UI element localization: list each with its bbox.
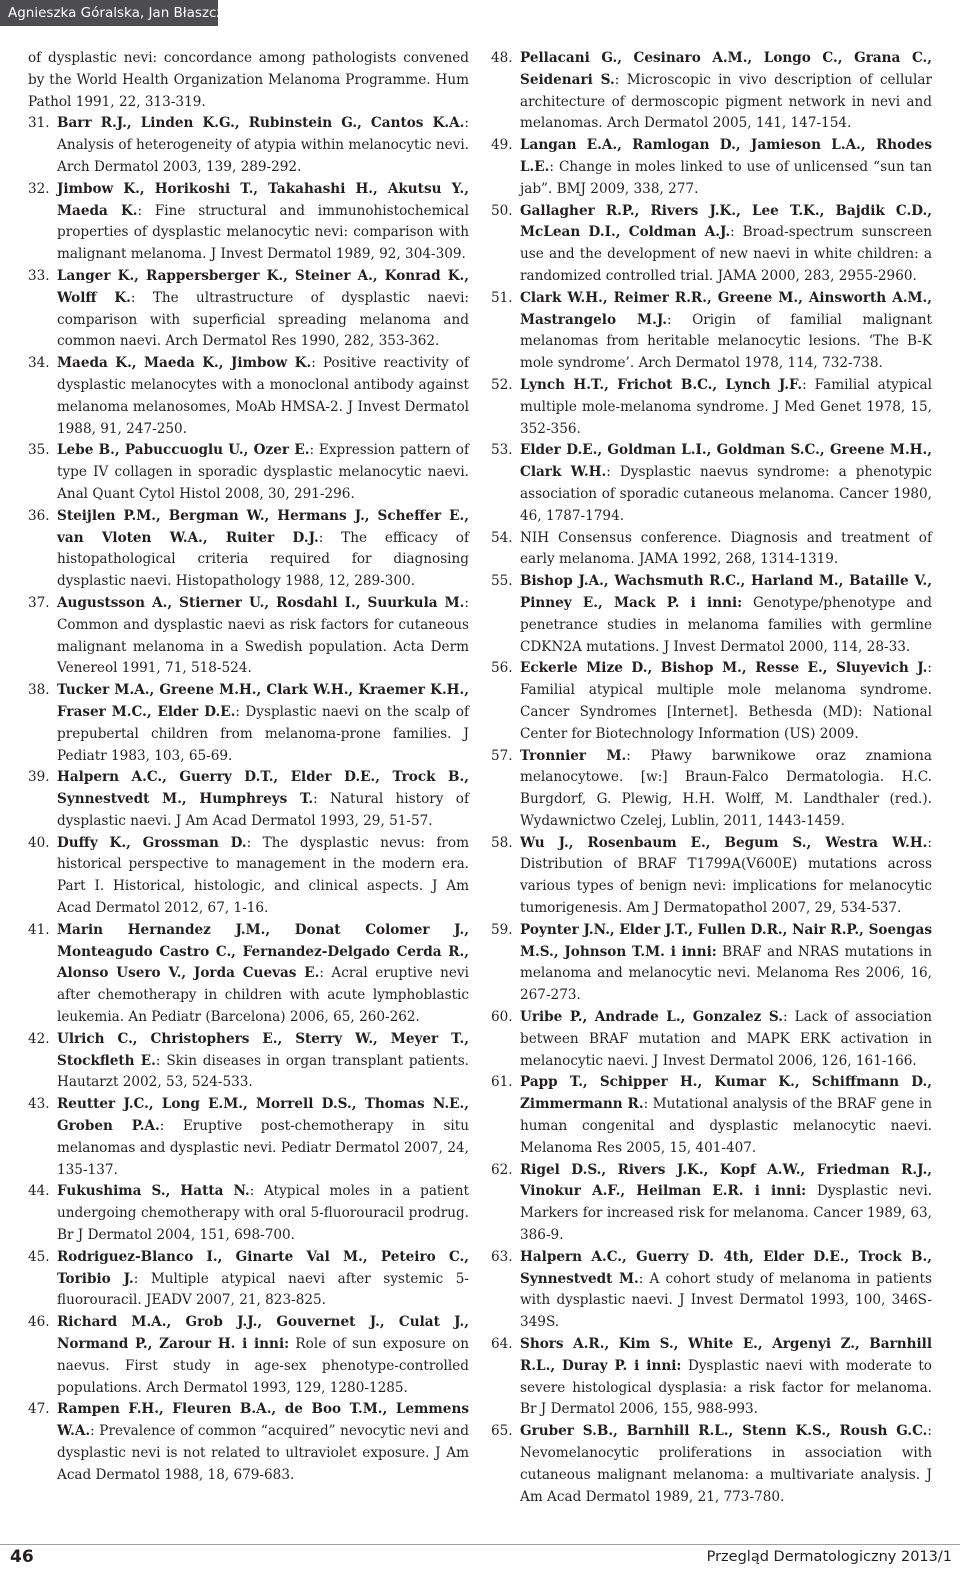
reference-entry: [491, 48, 932, 135]
reference-number: 54.: [491, 529, 513, 546]
reference-entry: [28, 266, 469, 353]
reference-authors: Reutter J.C., Long E.M., Morrell D.S., Thomas N.E., Groben P.A.: [57, 1096, 469, 1135]
reference-number: 44.: [28, 1183, 50, 1200]
reference-text: : Atypical moles in a patient undergoing chemotherapy with oral 5-fluorouracil prodrug. Br J Dermatol 2004, 151, 698-700.: [57, 1183, 469, 1244]
reference-entry: [491, 1421, 932, 1508]
reference-entry: [28, 920, 469, 1029]
reference-text: : Analysis of heterogeneity of atypia within melanocytic nevi. Arch Dermatol 2003, 139, 289-292.: [57, 115, 469, 175]
page-footer: [0, 1544, 960, 1569]
reference-authors: Jimbow K., Horikoshi T., Takahashi H., Akutsu Y., Maeda K.: [57, 180, 469, 219]
reference-authors: Lebe B., Pabuccuoglu U., Ozer E.: [57, 442, 310, 459]
reference-entry: [491, 135, 932, 200]
reference-entry: [491, 1160, 932, 1247]
reference-authors: Papp T., Schipper H., Kumar K., Schiffmann D., Zimmermann R.: [520, 1074, 932, 1113]
reference-number: 65.: [491, 1423, 513, 1440]
reference-text: : Microscopic in vivo description of cellular architecture of dermoscopic pigment network in nevi and melanomas. Arch Dermatol 2005, 141, 147-154.: [520, 71, 932, 132]
reference-authors: Halpern A.C., Guerry D. 4th, Elder D.E., Trock B., Synnestvedt M.: [520, 1248, 932, 1287]
references-right-column: [491, 48, 932, 1508]
reference-entry: [491, 920, 932, 1007]
reference-text: NIH Consensus conference. Diagnosis and treatment of early melanoma. JAMA 1992, 268, 1314-1319.: [520, 529, 932, 568]
reference-text: : A cohort study of melanoma in patients with dysplastic naevi. J Invest Dermatol 1993, 100, 346S-349S.: [520, 1270, 932, 1331]
reference-authors: Rigel D.S., Rivers J.K., Kopf A.W., Friedman R.J., Vinokur A.F., Heilman E.R. i inni:: [520, 1161, 932, 1200]
reference-authors: Bishop J.A., Wachsmuth R.C., Harland M., Bataille V., Pinney E., Mack P. i inni:: [520, 573, 932, 611]
reference-authors: Pellacani G., Cesinaro A.M., Longo C., Grana C., Seidenari S.: [520, 50, 932, 88]
reference-number: 49.: [491, 137, 513, 154]
reference-authors: Langan E.A., Ramlogan D., Jamieson L.A., Rhodes L.E.: [520, 137, 932, 175]
reference-text: : Acral eruptive nevi after chemotherapy in children with acute lymphoblastic leukemia. An Pediatr (Barcelona) 2006, 65, 260-262.: [57, 965, 469, 1026]
reference-number: 46.: [28, 1314, 50, 1331]
reference-number: 42.: [28, 1030, 50, 1047]
reference-number: 45.: [28, 1248, 50, 1265]
reference-number: 33.: [28, 267, 50, 284]
reference-authors: Wu J., Rosenbaum E., Begum S., Westra W.H.: [520, 834, 928, 851]
reference-number: 60.: [491, 1009, 513, 1026]
reference-authors: Barr R.J., Linden K.G., Rubinstein G., Cantos K.A.: [57, 115, 465, 132]
page-number: 46: [10, 1547, 34, 1567]
reference-text: : The ultrastructure of dysplastic naevi: comparison with superficial spreading melanoma and common naevi. Arch Dermatol Res 1990, 282, 353-362.: [57, 289, 469, 350]
journal-name: Przegląd Dermatologiczny 2013/1: [706, 1549, 952, 1565]
reference-number: 34.: [28, 355, 50, 372]
reference-text: : Common and dysplastic naevi as risk factors for cutaneous malignant melanoma in a Swedish population. Acta Derm Venereol 1991, 71, 518-524.: [57, 594, 469, 677]
reference-authors: Steijlen P.M., Bergman W., Hermans J., Scheffer E., van Vloten W.A., Ruiter D.J.: [57, 507, 469, 546]
reference-text: : Dysplastic naevus syndrome: a phenotypic association of sporadic cutaneous melanoma. Cancer 1980, 46, 1787-1794.: [520, 464, 932, 524]
reference-entry: [28, 1312, 469, 1399]
reference-text: of dysplastic nevi: concordance among pathologists convened by the World Health Organization Melanoma Programme. Hum Pathol 1991, 22, 313-319.: [28, 50, 469, 110]
reference-entry: [491, 528, 932, 572]
reference-number: 61.: [491, 1074, 513, 1091]
reference-entry: [491, 1247, 932, 1334]
reference-authors: Augustsson A., Stierner U., Rosdahl I., Suurkula M.: [57, 594, 465, 611]
reference-text: Role of sun exposure on naevus. First study in age-sex phenotype-controlled populations. Arch Dermatol 1993, 129, 1280-1285.: [57, 1336, 469, 1396]
reference-authors: Lynch H.T., Frichot B.C., Lynch J.F.: [520, 376, 803, 393]
reference-text: : Eruptive post-chemotherapy in situ melanomas and dysplastic nevi. Pediatr Dermatol 2007, 24, 135-137.: [57, 1118, 470, 1178]
reference-number: 32.: [28, 180, 50, 197]
reference-number: 40.: [28, 834, 50, 851]
reference-text: Genotype/phenotype and penetrance studies in melanoma families with germline CDKN2A mutations. J Invest Dermatol 2000, 114, 28-33.: [520, 594, 932, 655]
reference-entry: [28, 1094, 469, 1181]
reference-entry: [28, 440, 469, 505]
reference-number: 62.: [491, 1161, 513, 1178]
reference-number: 35.: [28, 442, 50, 459]
reference-text: : Prevalence of common “acquired” nevocytic nevi and dysplastic nevi is not related to ultraviolet exposure. J Am Acad Dermatol 1988, 18, 679-683.: [57, 1423, 469, 1483]
reference-authors: Uribe P., Andrade L., Gonzalez S.: [520, 1009, 783, 1026]
reference-authors: Maeda K., Maeda K., Jimbow K.: [57, 355, 312, 372]
reference-authors: Eckerle Mize D., Bishop M., Resse E., Sluyevich J.: [520, 660, 928, 677]
reference-entry: [28, 1247, 469, 1312]
reference-authors: Poynter J.N., Elder J.T., Fullen D.R., Nair R.P., Soengas M.S., Johnson T.M. i inni:: [520, 921, 932, 960]
reference-text: : The efficacy of histopathological criteria required for diagnosing dysplastic naevi. Histopathology 1988, 12, 289-300.: [57, 529, 469, 590]
reference-number: 57.: [491, 747, 513, 764]
reference-text: : Dysplastic naevi on the scalp of prepubertal children from melanoma-prone families. J Pediatr 1983, 103, 65-69.: [57, 703, 469, 764]
reference-number: 58.: [491, 834, 513, 851]
reference-text: : Distribution of BRAF T1799A(V600E) mutations across various types of benign nevi: implications for melanocytic tumorigenesis. Am J Dermatopathol 2007, 29, 534-537.: [520, 834, 932, 917]
reference-text: : Expression pattern of type IV collagen in sporadic dysplastic melanocytic naevi. Anal Quant Cytol Histol 2008, 30, 291-296.: [57, 442, 469, 502]
reference-entry: [28, 1399, 469, 1486]
reference-entry: [491, 833, 932, 920]
reference-authors: Halpern A.C., Guerry D.T., Elder D.E., Trock B., Synnestvedt M., Humphreys T.: [57, 769, 469, 808]
reference-entry: [491, 1007, 932, 1072]
reference-number: 51.: [491, 289, 513, 306]
reference-text: : Change in moles linked to use of unlicensed “sun tan jab”. BMJ 2009, 338, 277.: [520, 158, 932, 197]
reference-text: : Natural history of dysplastic naevi. J Am Acad Dermatol 1993, 29, 51-57.: [57, 791, 469, 829]
reference-text: : Pławy barwnikowe oraz znamiona melanocytowe. [w:] Braun-Falco Dermatologia. H.C. Burgdorf, G. Plewig, H.H. Wolff, M. Landthaler (red.). Wydawnictwo Czelej, Lublin, 2011, 1443-1459.: [520, 747, 933, 829]
reference-number: 63.: [491, 1248, 513, 1265]
reference-number: 50.: [491, 202, 513, 219]
reference-number: 41.: [28, 921, 50, 938]
reference-authors: Rodriguez-Blanco I., Ginarte Val M., Peteiro C., Toribio J.: [57, 1248, 469, 1287]
reference-entry: [491, 658, 932, 745]
reference-entry: [28, 353, 469, 440]
reference-text: : Multiple atypical naevi after systemic 5-fluorouracil. JEADV 2007, 21, 823-825.: [57, 1270, 469, 1309]
reference-number: 53.: [491, 442, 513, 459]
reference-entry: [491, 440, 932, 527]
reference-number: 37.: [28, 594, 50, 611]
reference-authors: Gallagher R.P., Rivers J.K., Lee T.K., Bajdik C.D., McLean D.I., Coldman A.J.: [520, 202, 932, 241]
reference-entry: [491, 571, 932, 658]
reference-authors: Ulrich C., Christophers E., Sterry W., Meyer T., Stockfleth E.: [57, 1030, 469, 1069]
reference-authors: Tronnier M.: [520, 747, 627, 764]
reference-authors: Langer K., Rappersberger K., Steiner A., Konrad K., Wolff K.: [57, 267, 469, 306]
reference-text: Dysplastic naevi with moderate to severe histological dysplasia: a risk factor for melanoma. Br J Dermatol 2006, 155, 988-993.: [520, 1357, 932, 1418]
reference-number: 38.: [28, 682, 50, 699]
reference-text: : Positive reactivity of dysplastic melanocytes with a monoclonal antibody against melanoma melanosomes, MoAb HMSA-2. J Invest Dermatol 1988, 91, 247-250.: [57, 355, 469, 437]
reference-entry: [28, 179, 469, 266]
references-left-column: [28, 48, 469, 1487]
reference-number: 47.: [28, 1401, 50, 1418]
reference-text: : Broad-spectrum sunscreen use and the development of new naevi in white children: a randomized controlled trial. JAMA 2000, 283, 2955-2960.: [520, 224, 932, 284]
reference-entry: [28, 113, 469, 178]
reference-authors: Clark W.H., Reimer R.R., Greene M., Ainsworth A.M., Mastrangelo M.J.: [520, 289, 932, 328]
reference-text: : Fine structural and immunohistochemical properties of dysplastic melanocytic nevi: comparison with malignant melanoma. J Invest Dermatol 1989, 92, 304-309.: [57, 202, 469, 263]
reference-text: : Mutational analysis of the BRAF gene in human congenital and dysplastic melanocytic naevi. Melanoma Res 2005, 15, 401-407.: [520, 1096, 932, 1156]
reference-text: : Skin diseases in organ transplant patients. Hautarzt 2002, 53, 524-533.: [57, 1052, 469, 1091]
reference-authors: Tucker M.A., Greene M.H., Clark W.H., Kraemer K.H., Fraser M.C., Elder D.E.: [57, 682, 469, 720]
reference-entry: [491, 288, 932, 375]
reference-entry: [28, 680, 469, 767]
reference-authors: Duffy K., Grossman D.: [57, 834, 247, 851]
reference-entry: [28, 833, 469, 920]
running-head: Agnieszka Góralska, Jan Błaszczyk: [0, 0, 218, 26]
reference-entry: [491, 1334, 932, 1421]
reference-entry: [28, 1181, 469, 1246]
reference-entry: [28, 767, 469, 832]
reference-entry: [28, 48, 469, 113]
reference-number: 48.: [491, 50, 513, 66]
reference-number: 64.: [491, 1336, 513, 1353]
reference-number: 31.: [28, 115, 50, 132]
reference-number: 55.: [491, 573, 513, 590]
reference-entry: [28, 593, 469, 680]
reference-authors: Marin Hernandez J.M., Donat Colomer J., Monteagudo Castro C., Fernandez-Delgado Cerda R., Alonso Usero V., Jorda Cuevas E.: [57, 921, 469, 982]
reference-text: : Origin of familial malignant melanomas from heritable melanocytic lesions. ‘The B-K mole syndrome’. Arch Dermatol 1978, 114, 732-738.: [520, 311, 932, 372]
reference-text: : The dysplastic nevus: from historical perspective to management in the modern era. Part I. Historical, histologic, and clinical aspects. J Am Acad Dermatol 2012, 67, 1-16.: [57, 834, 469, 917]
reference-entry: [491, 201, 932, 288]
reference-number: 43.: [28, 1096, 50, 1113]
reference-text: : Nevomelanocytic proliferations in association with cutaneous malignant melanoma: a multivariate analysis. J Am Acad Dermatol 1989, 21, 773-780.: [520, 1423, 932, 1505]
reference-number: 36.: [28, 507, 50, 524]
reference-authors: Elder D.E., Goldman L.I., Goldman S.C., Greene M.H., Clark W.H.: [520, 442, 932, 481]
reference-entry: [28, 1029, 469, 1094]
reference-text: Dysplastic nevi. Markers for increased risk for melanoma. Cancer 1989, 63, 386-9.: [520, 1183, 933, 1244]
reference-entry: [491, 746, 932, 833]
reference-authors: Fukushima S., Hatta N.: [57, 1183, 250, 1200]
reference-entry: [491, 1072, 932, 1159]
reference-entry: [491, 375, 932, 440]
reference-number: 39.: [28, 769, 50, 786]
reference-number: 56.: [491, 660, 513, 677]
reference-authors: Shors A.R., Kim S., White E., Argenyi Z., Barnhill R.L., Duray P. i inni:: [520, 1336, 932, 1374]
reference-authors: Gruber S.B., Barnhill R.L., Stenn K.S., Roush G.C.: [520, 1423, 928, 1440]
reference-text: BRAF and NRAS mutations in melanoma and melanocytic nevi. Melanoma Res 2006, 16, 267-273.: [520, 943, 932, 1004]
reference-authors: Rampen F.H., Fleuren B.A., de Boo T.M., Lemmens W.A.: [57, 1401, 469, 1440]
reference-number: 52.: [491, 376, 513, 393]
reference-text: : Familial atypical multiple mole-melanoma syndrome. J Med Genet 1978, 15, 352-356.: [520, 376, 932, 437]
reference-text: : Familial atypical multiple mole melanoma syndrome. Cancer Syndromes [Internet]. Bethesda (MD): National Center for Biotechnology Information (US) 2009.: [520, 660, 932, 742]
reference-text: : Lack of association between BRAF mutation and MAPK ERK activation in melanocytic naevi. J Invest Dermatol 2006, 126, 161-166.: [520, 1009, 932, 1069]
reference-number: 59.: [491, 921, 513, 938]
reference-entry: [28, 506, 469, 593]
reference-authors: Richard M.A., Grob J.J., Gouvernet J., Culat J., Normand P., Zarour H. i inni:: [57, 1314, 469, 1353]
